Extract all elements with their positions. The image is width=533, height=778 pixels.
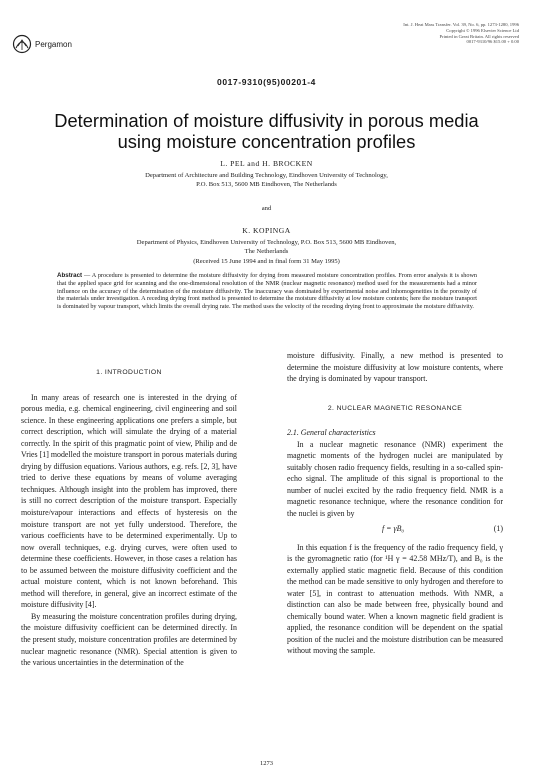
- article-doi: 0017-9310(95)00201-4: [217, 77, 316, 87]
- journal-info: [329, 22, 519, 45]
- journal-line: 0017-9310/96 $15.00 + 0.00: [466, 39, 519, 45]
- affiliation-line: P.O. Box 513, 5600 MB Eindhoven, The Netherlands: [196, 180, 337, 188]
- journal-line: Copyright © 1996 Elsevier Science Ltd: [446, 27, 519, 33]
- paragraph: In a nuclear magnetic resonance (NMR) experiment the magnetic moments of the hydrogen nuclei are manipulated by suitably chosen radio frequency fields, resulting in a so-called spin-echo signal. The amplitude of this signal is proportional to the number of nuclei excited by the radio frequency field. NMR is a magnetic resonance technique, where the resonance condition for the nuclei is given by: [287, 439, 503, 519]
- authors-first: L. PEL and H. BROCKEN: [220, 159, 313, 168]
- section-heading: 2. NUCLEAR MAGNETIC RESONANCE: [327, 404, 463, 412]
- affiliation-first: [30, 172, 503, 190]
- equation: [287, 523, 503, 536]
- abstract: [57, 272, 477, 311]
- affiliation-line: The Netherlands: [244, 247, 289, 255]
- page-number: 1273: [260, 760, 273, 767]
- abstract-text: — A procedure is presented to determine the moisture diffusivity for drying from measured moisture concentration profiles. From error analysis it is shown that the applied space grid for scanning and the one-dimensional resolution of the NMR (nuclear magnetic resonance) method used for the measurements had a minor influence on the accuracy of the determination of the moisture diffusivity. The inaccuracy was dominated by experimental noise and inhomogeneities in the porosity of the materials under investigation. A receding drying front method is presented to determine the moisture diffusivity at low moisture contents; here the moisture transport is dominated by vapour transport, which limits the overall drying rate. The method uses the velocity of the receding drying front to approximate the moisture diffusivity.: [57, 272, 478, 310]
- affiliation-line: Department of Architecture and Building Technology, Eindhoven University of Technology,: [145, 172, 388, 179]
- equation-number: (1): [493, 523, 503, 533]
- left-column: [21, 350, 237, 669]
- paragraph: In many areas of research one is interested in the drying of porous media, e.g. chemical engineering, civil engineering and soil science. In these engineering applications one prefers a simple, but correct description, which will simulate the drying of a material correctly. In the spirit of this pragmatic point of view, Philip and de Vries [1] modelled the moisture transport in porous materials during drying by diffusion equations. Various authors, e.g. refs. [2, 3], have tried to derive these equations by means of volume averaging techniques. Although insight into the problem has improved, there is still no correct description of the moisture transport. Especially moisture/vapour interactions and effects of hysteresis on the moisture transport are not yet fully understood. Therefore, the various coefficients have to be determined experimentally. Up to now overall techniques, e.g. drying curves, were often used to determine these coefficients. However, in those cases a relation has to be assumed between the moisture diffusivity coefficient and the actual moisture content, which is not known beforehand. This method will therefore, in general, give an incorrect estimate of the moisture diffusivity [4].: [21, 392, 237, 610]
- paper-title: Determination of moisture diffusivity in porous media using moisture concentration profiles: [54, 110, 479, 152]
- journal-line: Int. J. Heat Mass Transfer. Vol. 39, No. 6, pp. 1273-1280, 1996: [403, 22, 519, 27]
- publisher-logo: [12, 34, 72, 56]
- received-date: (Received 15 June 1994 and in final form 31 May 1995): [193, 258, 340, 265]
- equation-text: f = γB₀: [382, 523, 405, 533]
- authors-second: K. KOPINGA: [242, 226, 291, 235]
- abstract-label: Abstract: [57, 272, 83, 279]
- paragraph: In this equation f is the frequency of the radio frequency field, γ is the gyromagnetic ratio (for ¹H γ = 42.58 MHz/T), and B₀ is the externally applied static magnetic field. Because of this condition the method can be made sensitive to only hydrogen and therefore to water [5], in contrast to attenuation methods. With NMR, a distinction can also be made between free, physically bound and chemically bound water. When a known magnetic field gradient is applied, the resonance condition will be dependent on the spatial position of the nuclei and the moisture distribution can be measured without moving the sample.: [287, 542, 503, 656]
- pergamon-logo-icon: [12, 34, 32, 54]
- affiliation-second: [30, 239, 503, 257]
- section-heading: 1. INTRODUCTION: [96, 369, 162, 376]
- paragraph: By measuring the moisture concentration profiles during drying, the moisture diffusivity coefficient can be determined directly. In the present study, moisture concentration profiles are determined by nuclear magnetic resonance (NMR). Special attention is given to the various uncertainties in the determination of the: [21, 611, 237, 668]
- paragraph: moisture diffusivity. Finally, a new method is presented to determine the moisture diffusivity at low moisture contents, where the drying is dominated by vapour transport.: [287, 351, 503, 384]
- right-column: [287, 350, 503, 657]
- journal-line: Printed in Great Britain. All rights reserved: [439, 33, 519, 39]
- publisher-name: Pergamon: [35, 40, 72, 49]
- and-separator: and: [261, 205, 272, 212]
- affiliation-line: Department of Physics, Eindhoven University of Technology, P.O. Box 513, 5600 MB Eindhoven,: [136, 239, 397, 246]
- subsection-heading: 2.1. General characteristics: [287, 428, 376, 438]
